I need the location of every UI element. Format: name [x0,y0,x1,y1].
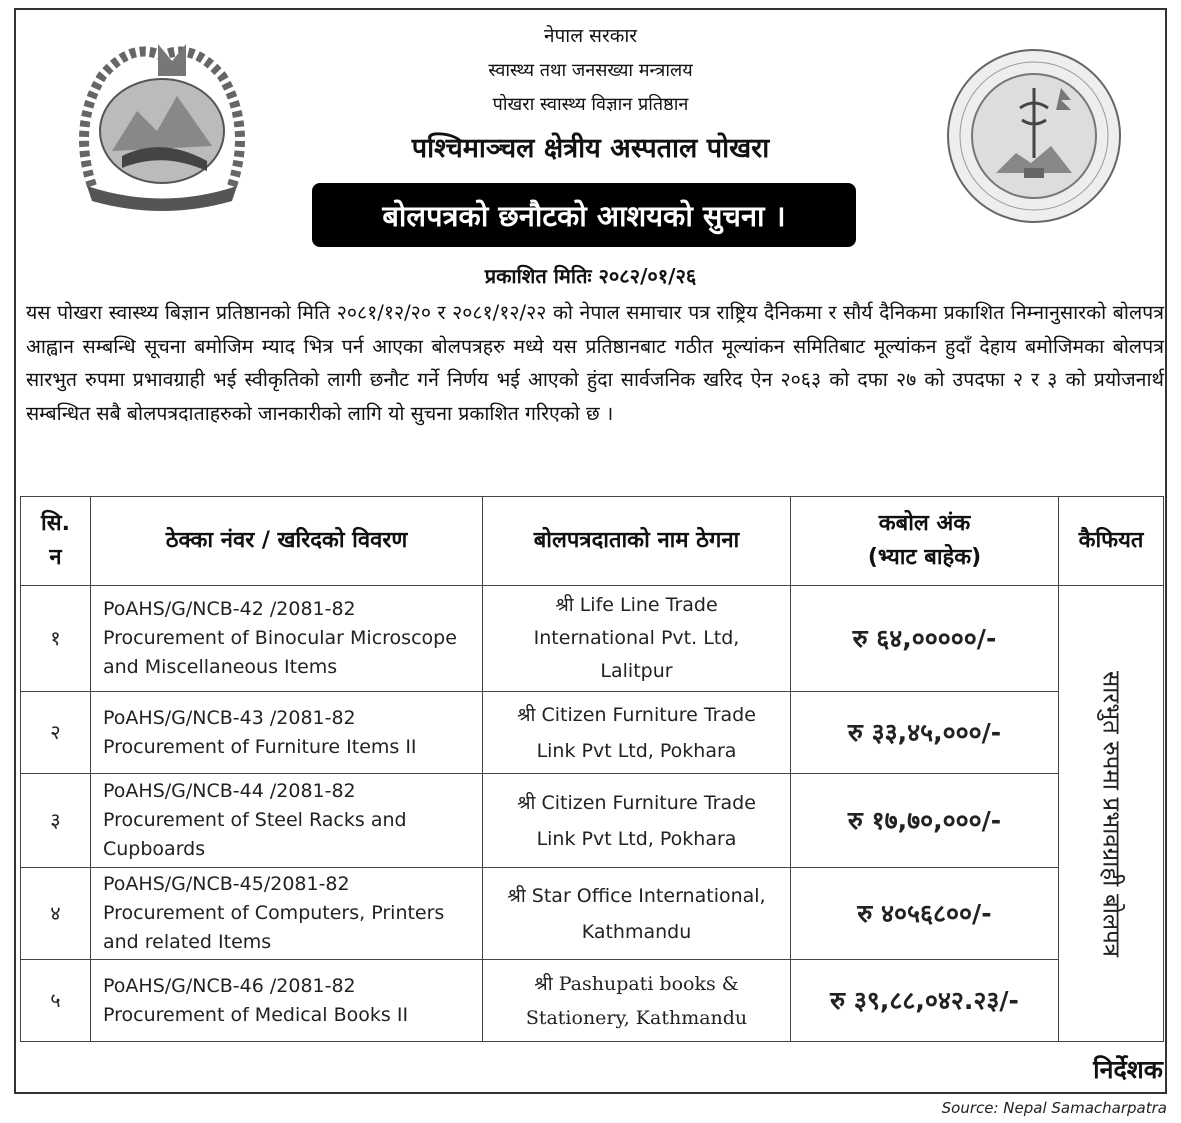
notice-title-banner: बोलपत्रको छनौटको आशयको सुचना । [312,183,856,247]
row-bidder-line: Link Pvt Ltd, Pokhara [536,739,737,762]
row-bidder-line: श्री Citizen Furniture Trade [517,791,756,814]
col-header-remarks: कैफियत [1059,497,1164,586]
row-sn: २ [21,692,91,774]
col-header-amount-line1: कबोल अंक [878,511,971,536]
table-header-row [21,497,1164,586]
row-bidder [483,692,791,774]
row-description-line: Procurement of Binocular Microscope [103,627,457,649]
row-contract-number: PoAHS/G/NCB-46 /2081-82 [103,974,356,997]
row-contract-number: PoAHS/G/NCB-45/2081-82 [103,873,350,895]
row-bidder-line: Stationery, Kathmandu [525,1006,748,1029]
row-bidder [483,586,791,692]
col-header-contract: ठेक्का नंवर / खरिदको विवरण [91,497,483,586]
row-bidder-line: Link Pvt Ltd, Pokhara [536,827,737,850]
remarks-merged-cell [1059,586,1164,1042]
row-description-line: Procurement of Medical Books II [103,1003,409,1026]
row-bidder-line: श्री Star Office International, [507,884,766,907]
table-row [21,692,1164,774]
row-bidder-line: Lalitpur [600,660,673,682]
row-bidder [483,868,791,960]
header-hospital: पश्चिमाञ्चल क्षेत्रीय अस्पताल पोखरा [411,133,770,164]
row-contract-number: PoAHS/G/NCB-43 /2081-82 [103,706,356,729]
row-bidder-line: श्री Life Line Trade [555,594,718,616]
row-amount: रु १७,७०,०००/- [791,774,1059,868]
col-header-amount-line2: (भ्याट बाहेक) [867,545,982,570]
row-bidder-line: श्री Pashupati books & [534,972,739,995]
header-institute: पोखरा स्वास्थ्य विज्ञान प्रतिष्ठान [492,94,689,115]
row-contract-number: PoAHS/G/NCB-42 /2081-82 [103,598,356,620]
col-header-sn-line2: न [49,545,62,570]
row-amount: रु ३३,४५,०००/- [791,692,1059,774]
row-description-line: Procurement of Computers, Printers [103,902,445,924]
row-description [91,586,483,692]
col-header-amount [791,497,1059,586]
row-sn: १ [21,586,91,692]
table-row [21,868,1164,960]
row-bidder-line: Kathmandu [581,920,692,943]
row-description-line: Procurement of Furniture Items II [103,735,417,758]
bid-table [20,496,1164,1042]
remarks-text: सारभुत रुपमा प्रभावग्राही बोलपत्र [1097,670,1126,957]
row-description [91,692,483,774]
row-sn: ३ [21,774,91,868]
signature-director: निर्देशक [1093,1055,1163,1084]
row-description-line: and Miscellaneous Items [103,656,338,678]
col-header-sn-line1: सि. [41,511,70,536]
row-bidder [483,960,791,1042]
table-row [21,774,1164,868]
table-row [21,960,1164,1042]
col-header-sn [21,497,91,586]
published-date: प्रकाशित मितिः २०८२/०१/२६ [484,264,697,288]
row-amount: रु ३९,८८,०४२.२३/- [791,960,1059,1042]
source-credit: Source: Nepal Samacharpatra [941,1099,1167,1117]
row-description-line: and related Items [103,931,272,953]
row-description-line: Procurement of Steel Racks and [103,809,407,831]
row-description [91,960,483,1042]
row-description [91,774,483,868]
row-sn: ४ [21,868,91,960]
row-description [91,868,483,960]
notice-body-text: यस पोखरा स्वास्थ्य बिज्ञान प्रतिष्ठानको मिति २०८१/१२/२० र २०८१/१२/२२ को नेपाल समाचार पत्र राष्ट्रिय दैनिकमा र सौर्य दैनिकमा प्रकाशित निम्नानुसारको बोलपत्र आह्वान सम्बन्धि सूचना बमोजिम म्याद भित्र पर्न आएका बोलपत्रहरु मध्ये यस प्रतिष्ठानबाट गठीत मूल्यांकन समितिबाट मूल्यांकन हुदाँ देहाय बमोजिमका बोलपत्र सारभुत रुपमा प्रभावग्राही भई स्वीकृतिको लागी छनौट गर्ने निर्णय भई आएको हुंदा सार्वजनिक खरिद ऐन २०६३ को दफा २७ को उपदफा २ र ३ को प्रयोजनार्थ सम्बन्धित सबै बोलपत्रदाताहरुको जानकारीको लागि यो सुचना प्रकाशित गरिएको छ । [26,301,1164,425]
row-bidder [483,774,791,868]
table-row [21,586,1164,692]
row-bidder-line: श्री Citizen Furniture Trade [517,703,756,726]
row-contract-number: PoAHS/G/NCB-44 /2081-82 [103,780,356,802]
col-header-bidder: बोलपत्रदाताको नाम ठेगना [483,497,791,586]
row-description-line: Cupboards [103,838,206,860]
row-sn: ५ [21,960,91,1042]
row-bidder-line: International Pvt. Ltd, [533,627,740,649]
row-amount: रु ४०५६८००/- [791,868,1059,960]
header-ministry: स्वास्थ्य तथा जनसख्या मन्त्रालय [488,60,693,81]
header-government: नेपाल सरकार [543,25,638,47]
row-amount: रु ६४,०००००/- [791,586,1059,692]
